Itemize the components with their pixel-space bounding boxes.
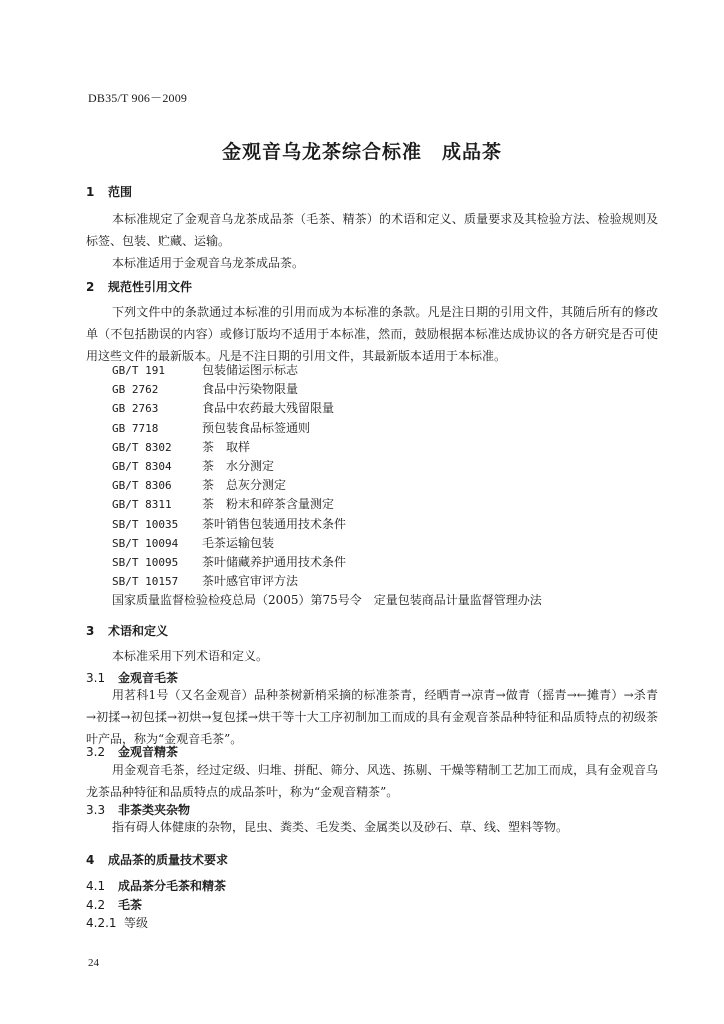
reference-item [112,572,542,591]
section-4-2-1-heading [86,914,148,931]
section-number: 2 [86,280,95,294]
reference-code: GB/T 8311 [112,498,172,512]
reference-title: 茶 总灰分测定 [202,478,287,493]
reference-item [112,399,542,418]
reference-gap [190,421,202,435]
section-4-heading [86,851,228,868]
term-3-2-definition: 用金观音毛茶，经过定级、归堆、拼配、筛分、风选、拣剔、干燥等精制工艺加工而成，具有金观音乌龙茶品种特征和品质特点的成品茶叶，称为“金观音精茶”。 [86,763,658,799]
reference-gap [190,574,202,588]
page-title: 金观音乌龙茶综合标准 成品茶 [221,141,502,163]
section-3-heading [86,622,168,639]
reference-item [112,457,542,476]
section-title: 规范性引用文件 [108,280,193,294]
reference-gap [190,555,202,569]
reference-gap [190,459,202,473]
term-3-1-definition: 用茗科1号（又名金观音）品种茶树新梢采摘的标准茶青，经晒青→凉青→做青（摇青→←摊青）→杀青→初揉→初包揉→初烘→复包揉→烘干等十大工序初制加工而成的具有金观音茶品种特征和品质特点的初级茶叶产品，称为“金观音毛茶”。 [86,688,658,746]
reference-title: 茶 粉末和碎茶含量测定 [202,497,335,512]
subsection-number: 4.2 [86,898,106,912]
section-2-paragraph-1: 下列文件中的条款通过本标准的引用而成为本标准的条款。凡是注日期的引用文件，其随后所有的修改单（不包括勘误的内容）或修订版均不适用于本标准，然而，鼓励根据本标准达成协议的各方研究是否可使用这些文件的最新版本。凡是不注日期的引用文件，其最新版本适用于本标准。 [86,305,658,363]
reference-code: GB/T 191 [112,364,165,377]
reference-title: 食品中农药最大残留限量 [202,401,335,416]
subsection-number: 4.2.1 [86,916,117,930]
term-number: 3.1 [86,671,106,685]
term-number: 3.2 [86,745,106,759]
reference-item [112,534,542,553]
normative-references-list [112,361,542,610]
section-number: 1 [86,185,95,199]
reference-item [112,515,542,534]
section-4-2-heading [86,896,142,913]
section-2-heading [86,278,192,295]
term-title: 非茶类夹杂物 [118,803,191,817]
reference-item [112,438,542,457]
reference-title: 国家质量监督检验检疫总局（2005）第75号令 定量包装商品计量监督管理办法 [112,593,542,608]
reference-title: 茶叶储藏养护通用技术条件 [202,554,347,569]
section-1-heading [86,183,132,200]
term-3-3-definition: 指有碍人体健康的杂物，昆虫、粪类、毛发类、金属类以及砂石、草、线、塑料等物。 [112,820,569,834]
reference-gap [190,382,202,396]
reference-code: SB/T 10157 [112,575,179,589]
reference-code: GB/T 8304 [112,459,172,473]
reference-gap [190,440,202,454]
reference-code: SB/T 10035 [112,517,179,531]
term-3-2-heading [86,743,178,760]
reference-title: 食品中污染物限量 [202,382,299,397]
reference-title: 包装储运图示标志 [202,363,299,377]
reference-item [112,361,542,380]
reference-gap [190,497,202,511]
reference-gap [190,478,202,492]
section-1-paragraph-2: 本标准适用于金观音乌龙茶成品茶。 [112,256,305,270]
reference-code: SB/T 10094 [112,536,179,550]
section-3-paragraph-1: 本标准采用下列术语和定义。 [112,649,269,663]
reference-code: GB/T 8302 [112,440,172,454]
reference-gap [190,401,202,415]
reference-title: 茶 水分测定 [202,458,275,473]
section-title: 范围 [108,185,133,199]
subsection-number: 4.1 [86,879,106,893]
subsection-title: 成品茶分毛茶和精茶 [118,879,227,893]
reference-code: SB/T 10095 [112,555,179,569]
page-number: 24 [88,957,99,969]
term-title: 金观音毛茶 [118,671,179,685]
term-number: 3.3 [86,803,106,817]
reference-item [112,380,542,399]
reference-code: GB/T 8306 [112,479,172,493]
reference-item [112,419,542,438]
reference-code: GB 7718 [112,421,159,435]
reference-gap [190,363,202,377]
reference-item [112,495,542,514]
section-title: 成品茶的质量技术要求 [108,853,229,867]
reference-title: 茶叶感官审评方法 [202,574,299,589]
section-number: 4 [86,853,95,867]
section-title: 术语和定义 [108,624,169,638]
reference-code: GB 2763 [112,402,159,416]
reference-item [112,553,542,572]
reference-title: 茶叶销售包装通用技术条件 [202,516,347,531]
term-title: 金观音精茶 [118,745,179,759]
section-number: 3 [86,624,95,638]
section-1-paragraph-1: 本标准规定了金观音乌龙茶成品茶（毛茶、精茶）的术语和定义、质量要求及其检验方法、检验规则及标签、包装、贮藏、运输。 [86,212,658,248]
reference-code: GB 2762 [112,383,159,397]
reference-title: 预包装食品标签通则 [202,420,311,435]
document-code: DB35/T 906－2009 [88,91,188,105]
reference-item [112,591,542,610]
reference-gap [190,517,202,531]
section-4-1-heading [86,877,226,894]
reference-title: 毛茶运输包装 [202,535,275,550]
reference-item [112,476,542,495]
reference-gap [190,536,202,550]
subsection-title: 毛茶 [118,898,143,912]
subsection-title: 等级 [124,916,149,930]
reference-title: 茶 取样 [202,439,251,454]
